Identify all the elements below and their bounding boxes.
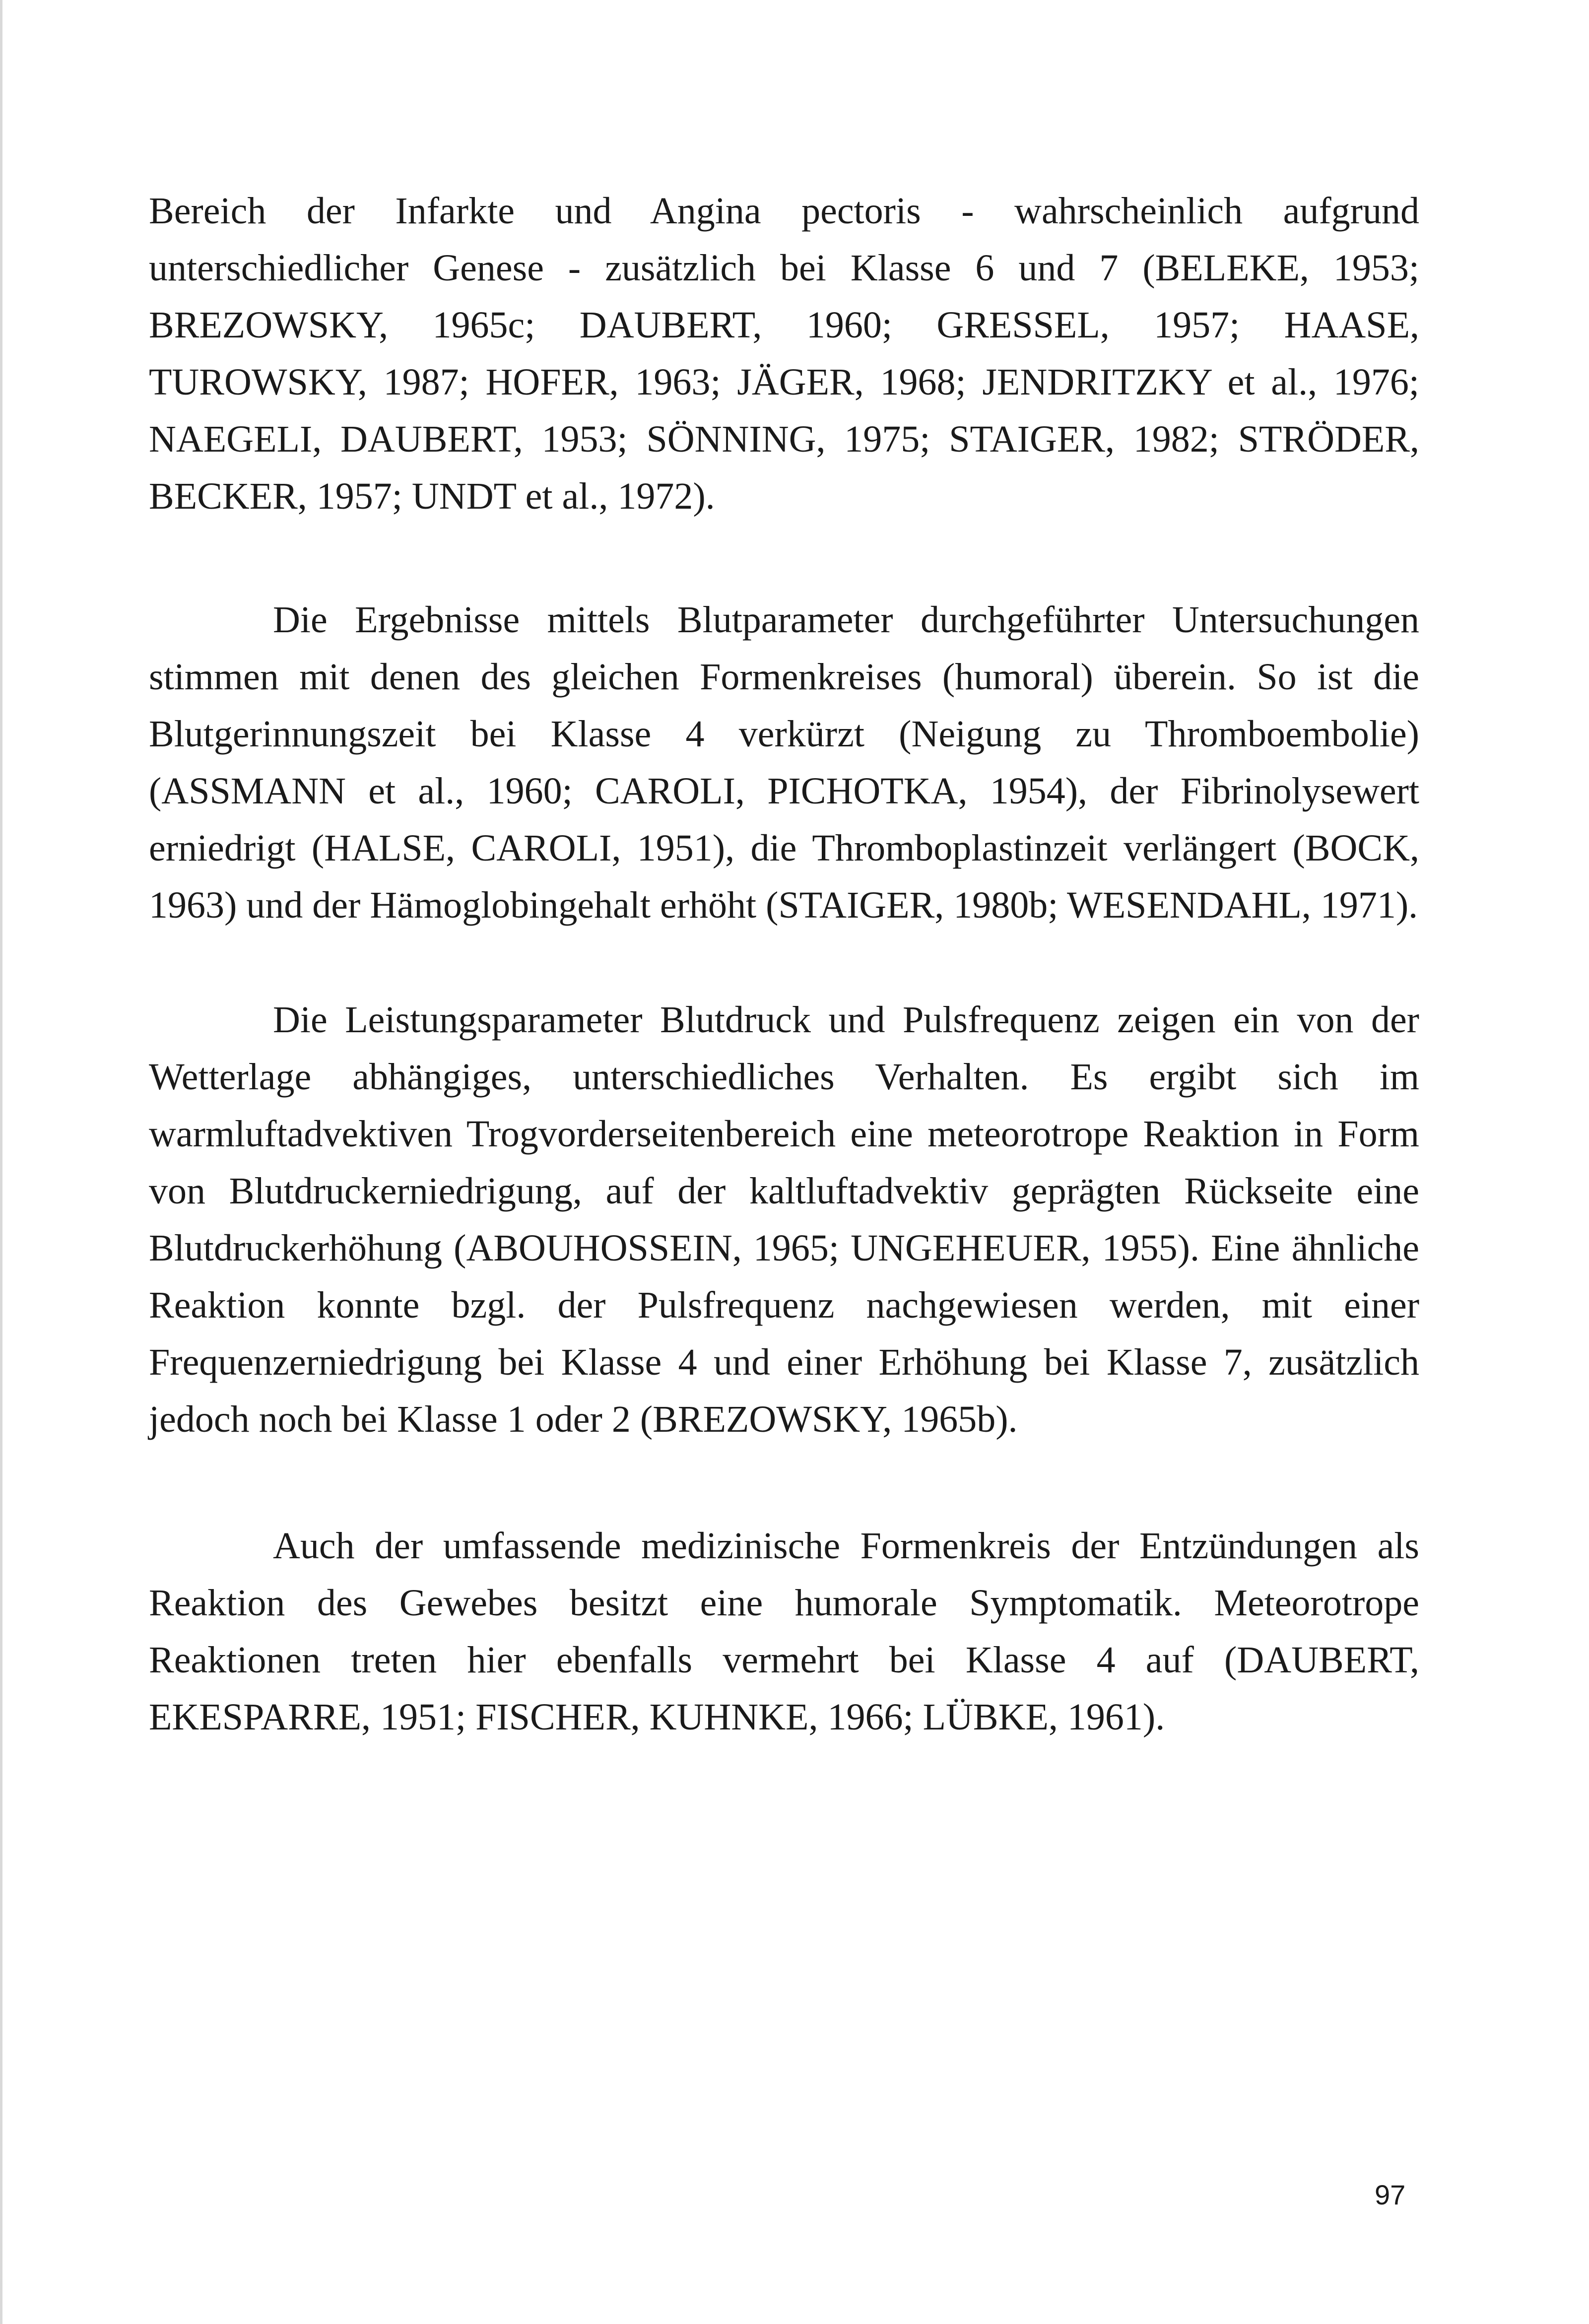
paragraph-2: Die Ergebnisse mittels Blutparameter durchgeführter Untersuchungen stimmen mit denen des gleichen Formenkreises (humoral) überein. So ist die Blutgerinnungszeit bei Klasse 4 verkürzt (Neigung zu Thromboembolie) (ASSMANN et al., 1960; CAROLI, PICHOTKA, 1954), der Fibrinolysewert erniedrigt (HALSE, CAROLI, 1951), die Thromboplastinzeit verlängert (BOCK, 1963) und der Hämoglobingehalt erhöht (STAIGER, 1980b; WESENDAHL, 1971). [149, 599, 1419, 926]
paragraph-4: Auch der umfassende medizinische Formenkreis der Entzündungen als Reaktion des Gewebes besitzt eine humorale Symptomatik. Meteorotrope Reaktionen treten hier ebenfalls vermehrt bei Klasse 4 auf (DAUBERT, EKESPARRE, 1951; FISCHER, KUHNKE, 1966; LÜBKE, 1961). [149, 1525, 1419, 1738]
paragraph-3: Die Leistungsparameter Blutdruck und Pulsfrequenz zeigen ein von der Wetterlage abhängiges, unterschiedliches Verhalten. Es ergibt sich im warmluftadvektiven Trogvorderseitenbereich eine meteorotrope Reaktion in Form von Blutdruckerniedrigung, auf der kaltluftadvektiv geprägten Rückseite eine Blutdruckerhöhung (ABOUHOSSEIN, 1965; UNGEHEUER, 1955). Eine ähnliche Reaktion konnte bzgl. der Pulsfrequenz nachgewiesen werden, mit einer Frequenzerniedrigung bei Klasse 4 und einer Erhöhung bei Klasse 7, zusätzlich jedoch noch bei Klasse 1 oder 2 (BREZOWSKY, 1965b). [149, 999, 1419, 1440]
page-number: 97 [1375, 2179, 1406, 2210]
scan-edge [0, 0, 2, 2324]
paragraph-1: Bereich der Infarkte und Angina pectoris - wahrscheinlich aufgrund unterschiedlicher Genese - zusätzlich bei Klasse 6 und 7 (BELEKE, 1953; BREZOWSKY, 1965c; DAUBERT, 1960; GRESSEL, 1957; HAASE, TUROWSKY, 1987; HOFER, 1963; JÄGER, 1968; JENDRITZKY et al., 1976; NAEGELI, DAUBERT, 1953; SÖNNING, 1975; STAIGER, 1982; STRÖDER, BECKER, 1957; UNDT et al., 1972). [149, 190, 1419, 517]
